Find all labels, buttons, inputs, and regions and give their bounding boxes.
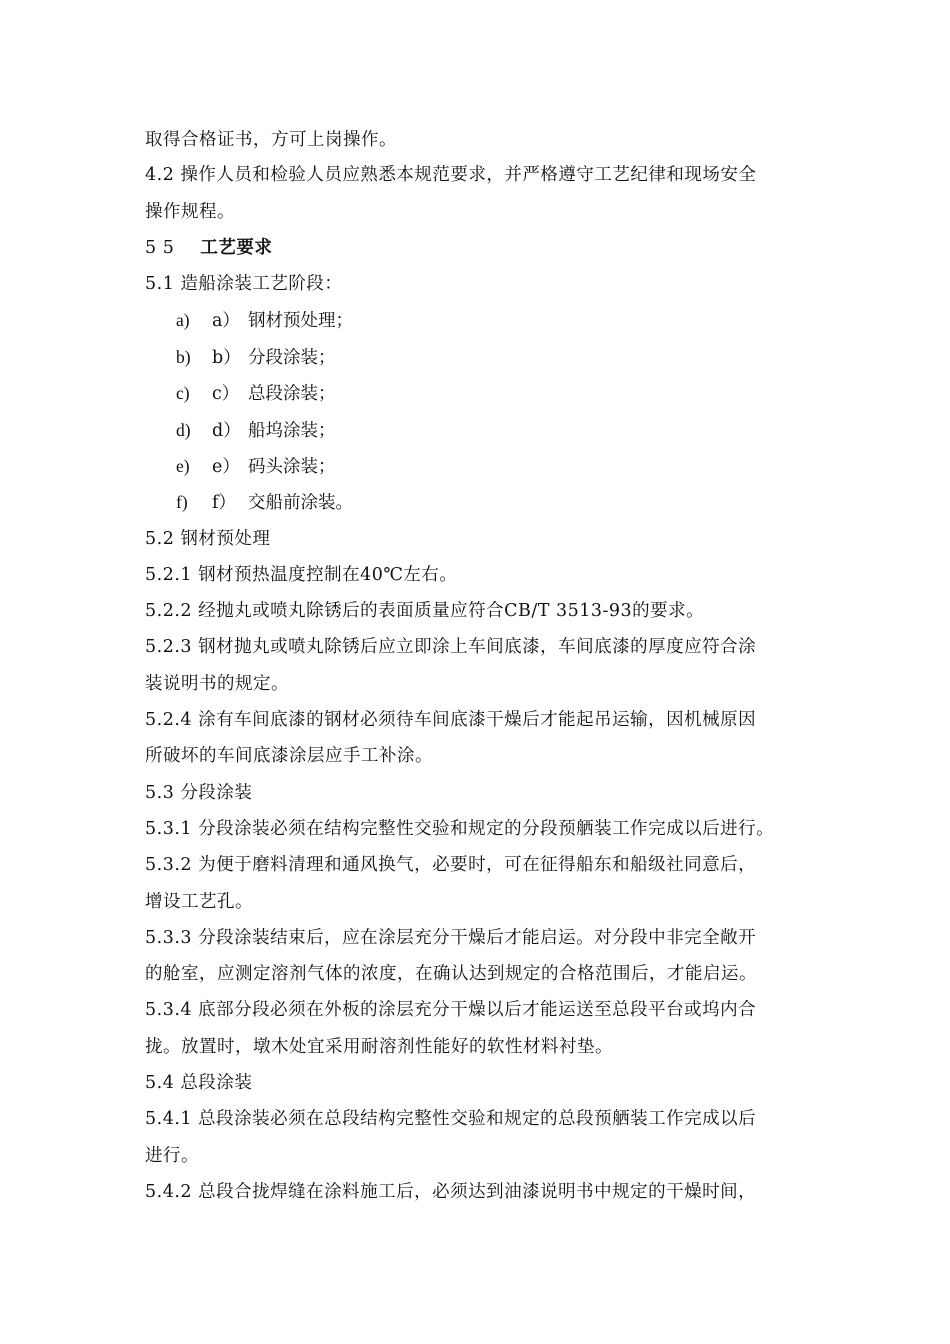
paragraph-line: 5.3.1 分段涂装必须在结构完整性交验和规定的分段预舾装工作完成以后进行。 xyxy=(145,819,775,839)
paragraph-line: 5.3.4 底部分段必须在外板的涂层充分干燥以后才能运送至总段平台或坞内合 xyxy=(145,1000,757,1020)
paragraph-line: 4.2 操作人员和检验人员应熟悉本规范要求，并严格遵守工艺纪律和现场安全 xyxy=(145,165,757,185)
paragraph-line: 装说明书的规定。 xyxy=(145,674,289,694)
paragraph-line: 进行。 xyxy=(145,1146,199,1166)
paragraph-line: 5.1 造船涂装工艺阶段： xyxy=(145,274,343,294)
list-marker: f） xyxy=(212,493,236,513)
list-marker: b) xyxy=(176,347,191,367)
paragraph-line: 5.4.1 总段涂装必须在总段结构完整性交验和规定的总段预舾装工作完成以后 xyxy=(145,1109,757,1129)
list-item-text: 总段涂装； xyxy=(248,384,336,404)
section-heading xyxy=(145,236,272,260)
paragraph-line: 操作规程。 xyxy=(145,202,235,222)
list-item-text: 钢材预处理； xyxy=(248,311,353,331)
paragraph-line: 5.2.3 钢材抛丸或喷丸除锈后应立即涂上车间底漆，车间底漆的厚度应符合涂 xyxy=(145,637,757,657)
list-item-text: 分段涂装； xyxy=(248,348,336,368)
list-marker: d) xyxy=(176,420,191,440)
paragraph-line: 5.3 分段涂装 xyxy=(145,783,253,803)
list-marker: a) xyxy=(176,310,190,330)
list-item xyxy=(176,454,336,479)
list-item-text: 交船前涂装。 xyxy=(248,493,353,513)
list-marker: e） xyxy=(212,457,240,477)
paragraph-line: 拢。放置时，墩木处宜采用耐溶剂性能好的软性材料衬垫。 xyxy=(145,1037,613,1057)
section-number: 5 5 xyxy=(145,238,175,258)
paragraph-line: 的舱室，应测定溶剂气体的浓度，在确认达到规定的合格范围后，才能启运。 xyxy=(145,964,757,984)
paragraph-line: 5.2.1 钢材预热温度控制在40℃左右。 xyxy=(145,565,458,585)
paragraph-line: 5.2.4 涂有车间底漆的钢材必须待车间底漆干燥后才能起吊运输，因机械原因 xyxy=(145,710,757,730)
list-marker: f) xyxy=(176,492,188,512)
list-marker: a） xyxy=(212,311,240,331)
list-item xyxy=(176,345,336,370)
section-title: 工艺要求 xyxy=(200,238,273,258)
paragraph-line: 取得合格证书，方可上岗操作。 xyxy=(145,130,397,150)
paragraph-line: 5.2 钢材预处理 xyxy=(145,529,271,549)
list-item-text: 船坞涂装； xyxy=(248,421,336,441)
paragraph-line: 5.3.3 分段涂装结束后，应在涂层充分干燥后才能启运。对分段中非完全敞开 xyxy=(145,928,757,948)
list-item xyxy=(176,308,353,333)
list-marker: e) xyxy=(176,456,190,476)
paragraph-line: 5.4.2 总段合拢焊缝在涂料施工后，必须达到油漆说明书中规定的干燥时间， xyxy=(145,1182,757,1202)
list-item-text: 码头涂装； xyxy=(248,457,336,477)
paragraph-line: 5.4 总段涂装 xyxy=(145,1073,253,1093)
paragraph-line: 所破坏的车间底漆涂层应手工补涂。 xyxy=(145,746,433,766)
list-marker: b） xyxy=(212,348,241,368)
list-marker: c) xyxy=(176,383,190,403)
list-item xyxy=(176,490,353,515)
paragraph-line: 增设工艺孔。 xyxy=(145,892,253,912)
list-item xyxy=(176,381,336,406)
list-marker: c） xyxy=(212,384,240,404)
list-marker: d） xyxy=(212,421,241,441)
paragraph-line: 5.2.2 经抛丸或喷丸除锈后的表面质量应符合CB/T 3513-93的要求。 xyxy=(145,601,705,621)
list-item xyxy=(176,418,336,443)
paragraph-line: 5.3.2 为便于磨料清理和通风换气，必要时，可在征得船东和船级社同意后， xyxy=(145,855,757,875)
